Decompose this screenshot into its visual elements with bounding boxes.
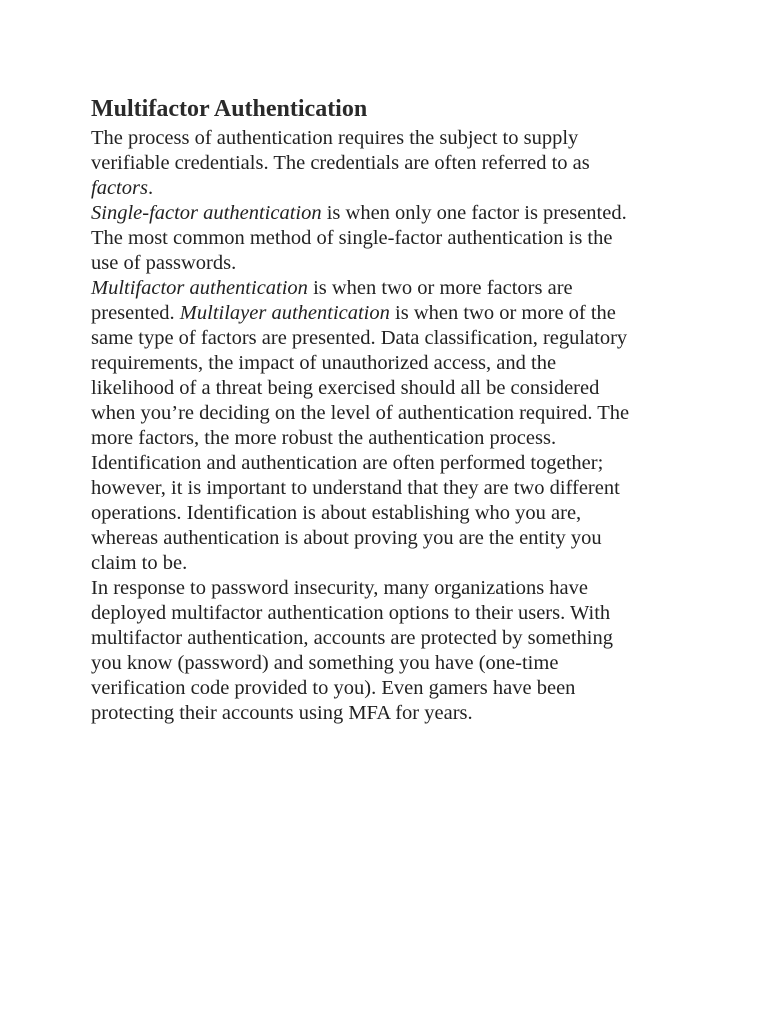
- paragraph-3-text-mid: is when two or more factors are presented.: [91, 277, 573, 324]
- paragraph-1-emphasis: factors: [91, 177, 148, 199]
- document-title: Multifactor Authentication: [91, 96, 368, 122]
- paragraph-3-text-after: is when two or more of the same type of factors are presented. Data classification, regulatory requirements, the impact of unauthorized access, and the likelihood of a threat being exercised should all be considered when you’re deciding on the level of authentication required. The more factors, the more robust the authentication process.: [91, 302, 630, 449]
- paragraph-1-text-after: .: [147, 177, 154, 199]
- document-page: [91, 92, 631, 726]
- paragraph-2: [91, 201, 631, 276]
- paragraph-1-text-before: The process of authentication requires the subject to supply verifiable credentials. The credentials are often referred to as: [91, 127, 590, 174]
- paragraph-3-emphasis-1: Multifactor authentication: [91, 277, 308, 299]
- paragraph-5: In response to password insecurity, many organizations have deployed multifactor authentication options to their users. With multifactor authentication, accounts are protected by something you know (password) and something you have (one-time verification code provided to you). Even gamers have been protecting their accounts using MFA for years.: [91, 577, 613, 724]
- paragraph-2-emphasis: Single-factor authentication: [91, 202, 322, 224]
- paragraph-3: [91, 276, 631, 451]
- paragraph-4: Identification and authentication are often performed together; however, it is important to understand that they are two different operations. Identification is about establishing who you are, whereas authentication is about proving you are the entity you claim to be.: [91, 452, 620, 574]
- paragraph-2-text-after: is when only one factor is presented. The most common method of single-factor authentication is the use of passwords.: [91, 202, 627, 274]
- paragraph-1: [91, 126, 631, 201]
- paragraph-3-emphasis-2: Multilayer authentication: [179, 302, 390, 324]
